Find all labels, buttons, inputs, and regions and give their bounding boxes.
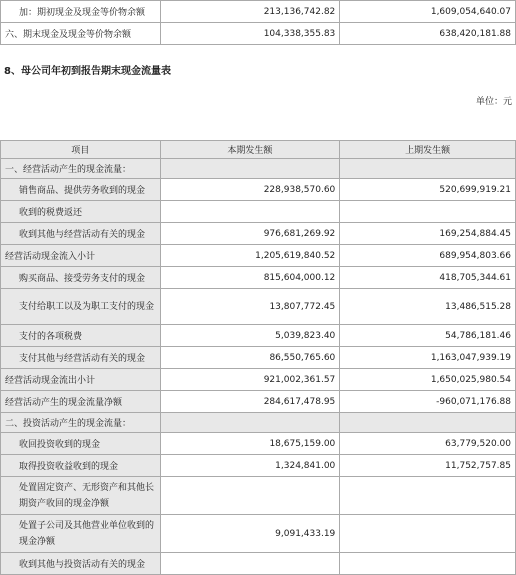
previous-value: -960,071,176.88 — [340, 391, 516, 413]
previous-value: 13,486,515.28 — [340, 289, 516, 325]
previous-value — [340, 159, 516, 179]
previous-value: 54,786,181.46 — [340, 325, 516, 347]
table-row — [1, 433, 516, 455]
row-label: 经营活动产生的现金流量净额 — [1, 391, 161, 413]
header-item: 项目 — [1, 141, 161, 159]
row-label: 收回投资收到的现金 — [1, 433, 161, 455]
current-value: 104,338,355.83 — [160, 23, 340, 45]
row-label: 二、投资活动产生的现金流量： — [1, 413, 161, 433]
current-value — [160, 477, 340, 515]
previous-value: 1,609,054,640.07 — [340, 1, 516, 23]
current-value: 921,002,361.57 — [160, 369, 340, 391]
previous-value: 1,163,047,939.19 — [340, 347, 516, 369]
row-label: 支付其他与经营活动有关的现金 — [1, 347, 161, 369]
previous-value: 418,705,344.61 — [340, 267, 516, 289]
row-label: 收到其他与经营活动有关的现金 — [1, 223, 161, 245]
header-row — [1, 141, 516, 159]
section-title: 8、母公司年初到报告期末现金流量表 — [4, 66, 171, 77]
row-label: 经营活动现金流出小计 — [1, 369, 161, 391]
table-row — [1, 201, 516, 223]
table-row — [1, 515, 516, 553]
row-label: 加：期初现金及现金等价物余额 — [1, 1, 161, 23]
previous-value — [340, 201, 516, 223]
table-row — [1, 267, 516, 289]
previous-value: 638,420,181.88 — [340, 23, 516, 45]
row-label: 收到其他与投资活动有关的现金 — [1, 553, 161, 575]
current-value — [160, 413, 340, 433]
current-value: 213,136,742.82 — [160, 1, 340, 23]
current-value: 284,617,478.95 — [160, 391, 340, 413]
header-previous: 上期发生额 — [340, 141, 516, 159]
table-row — [1, 455, 516, 477]
previous-value: 689,954,803.66 — [340, 245, 516, 267]
current-value — [160, 159, 340, 179]
current-value: 13,807,772.45 — [160, 289, 340, 325]
table-row — [1, 477, 516, 515]
unit-label: 单位：元 — [475, 97, 512, 107]
table-row — [1, 289, 516, 325]
row-label: 购买商品、接受劳务支付的现金 — [1, 267, 161, 289]
current-value: 228,938,570.60 — [160, 179, 340, 201]
current-value: 5,039,823.40 — [160, 325, 340, 347]
previous-value: 520,699,919.21 — [340, 179, 516, 201]
row-label: 支付的各项税费 — [1, 325, 161, 347]
row-label: 支付给职工以及为职工支付的现金 — [1, 289, 161, 325]
current-value: 976,681,269.92 — [160, 223, 340, 245]
previous-value — [340, 413, 516, 433]
current-value — [160, 553, 340, 575]
previous-value — [340, 515, 516, 553]
cash-flow-table — [0, 140, 516, 575]
previous-value: 169,254,884.45 — [340, 223, 516, 245]
previous-value: 63,779,520.00 — [340, 433, 516, 455]
table-row — [1, 391, 516, 413]
table-row — [1, 245, 516, 267]
previous-value — [340, 477, 516, 515]
top-balance-table — [0, 0, 516, 45]
previous-value — [340, 553, 516, 575]
row-label: 销售商品、提供劳务收到的现金 — [1, 179, 161, 201]
table-row — [1, 159, 516, 179]
row-label: 取得投资收益收到的现金 — [1, 455, 161, 477]
table-row — [1, 223, 516, 245]
table-row — [1, 413, 516, 433]
table-row — [1, 325, 516, 347]
table-row — [1, 1, 516, 23]
table-row — [1, 553, 516, 575]
current-value: 18,675,159.00 — [160, 433, 340, 455]
current-value: 86,550,765.60 — [160, 347, 340, 369]
current-value: 1,324,841.00 — [160, 455, 340, 477]
previous-value: 11,752,757.85 — [340, 455, 516, 477]
row-label: 经营活动现金流入小计 — [1, 245, 161, 267]
current-value: 9,091,433.19 — [160, 515, 340, 553]
current-value: 815,604,000.12 — [160, 267, 340, 289]
row-label: 处置固定资产、无形资产和其他长期资产收回的现金净额 — [1, 477, 161, 515]
table-row — [1, 347, 516, 369]
row-label: 收到的税费返还 — [1, 201, 161, 223]
header-current: 本期发生额 — [160, 141, 340, 159]
table-row — [1, 23, 516, 45]
current-value — [160, 201, 340, 223]
row-label: 处置子公司及其他营业单位收到的现金净额 — [1, 515, 161, 553]
previous-value: 1,650,025,980.54 — [340, 369, 516, 391]
table-row — [1, 179, 516, 201]
row-label: 六、期末现金及现金等价物余额 — [1, 23, 161, 45]
row-label: 一、经营活动产生的现金流量： — [1, 159, 161, 179]
table-row — [1, 369, 516, 391]
current-value: 1,205,619,840.52 — [160, 245, 340, 267]
